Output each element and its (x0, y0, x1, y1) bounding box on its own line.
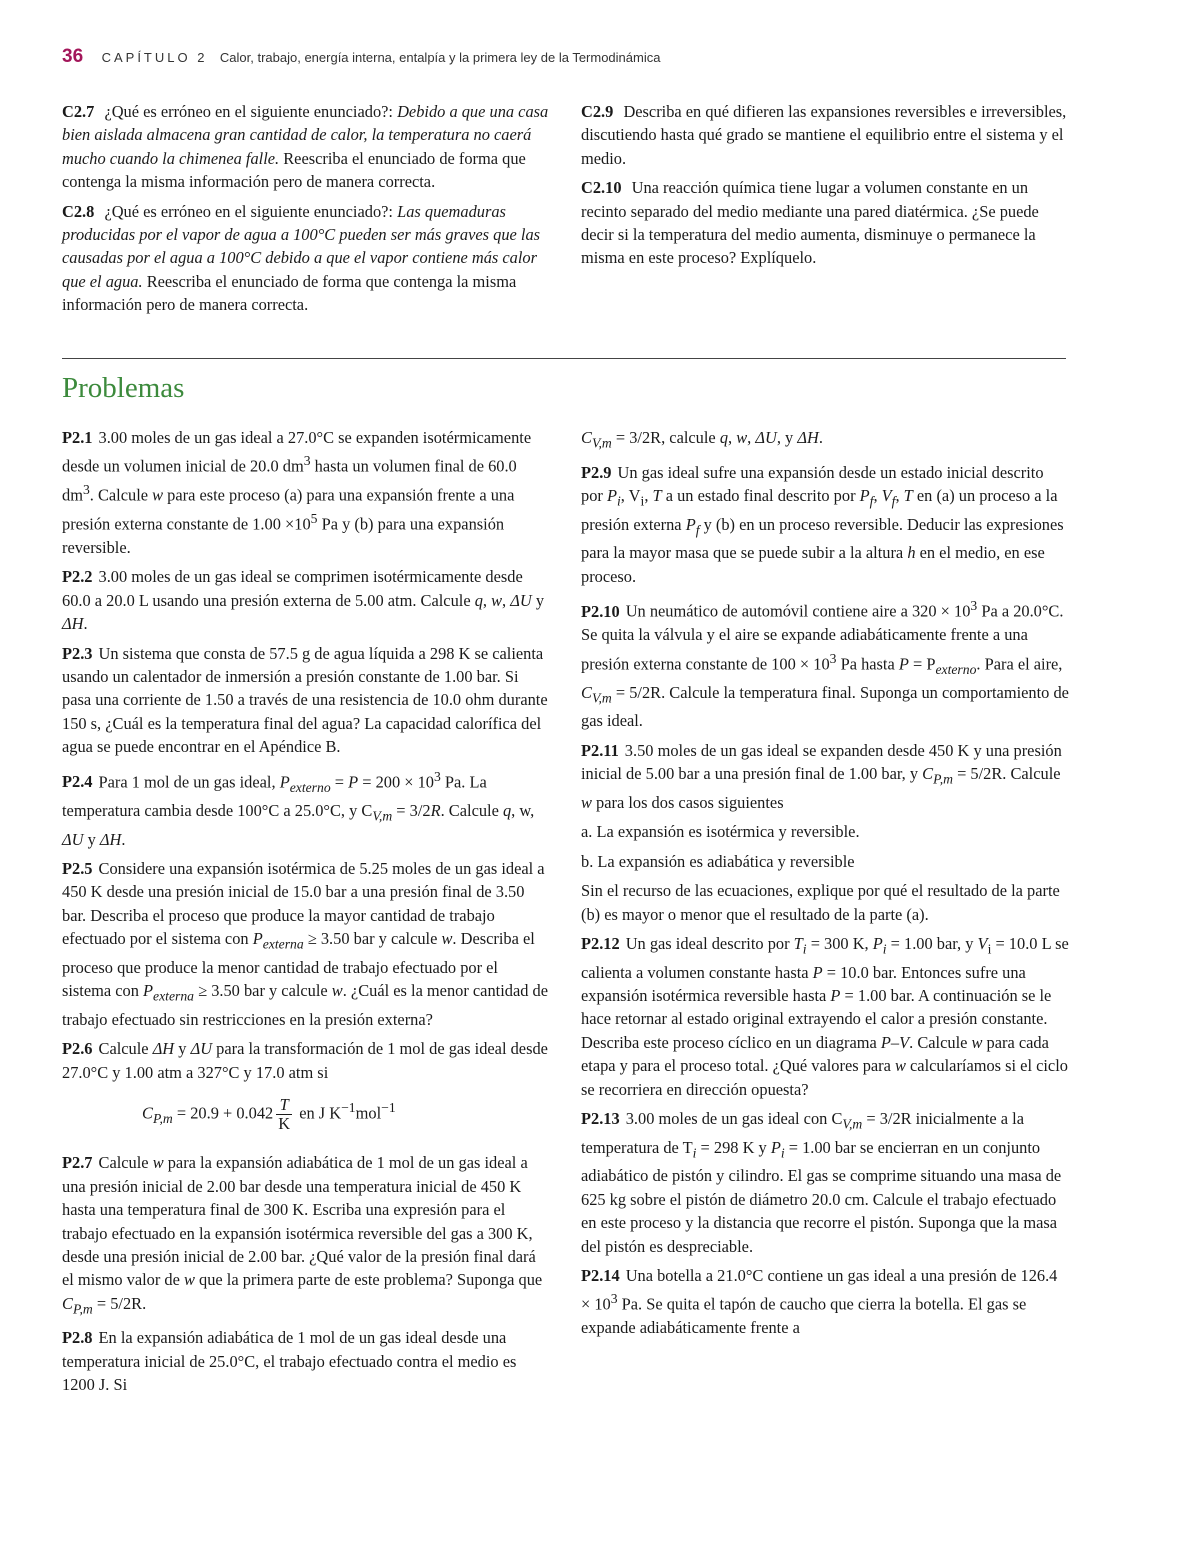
problem-p2-11-item-b: b. La expansión es adiabática y reversible (581, 851, 855, 871)
problem-p2-3: P2.3 Un sistema que consta de 57.5 g de agua líquida a 298 K se calienta usando un calentador de inmersión a presión constante de 1.00 bar. Si pasa una corriente de 1.50 a través de una resistencia de 10.0 ohm durante 150 s, ¿Cuál es la temperatura final del agua? La capacidad calorífica del agua se puede encontrar en el Apéndice B. (62, 643, 548, 757)
problems-left-column (62, 426, 550, 1403)
problem-p2-12: P2.12 Un gas ideal descrito por $T_i = 300$ K, $P_i = 1.00$ bar, y $V_i = 10.0$ L se calienta a volumen constante hasta P = 10.0 bar. Entonces sufre una expansión isotérmica reversible hasta P = 1.00 bar. A continuación se le hace retornar al estado original extrayendo el calor a presión constante. Describa este proceso cíclico en un diagrama P–V. Calcule w para cada etapa y para el proceso total. ¿Qué valores para w calcularíamos si el ciclo se recorriera en dirección opuesta? (581, 933, 1069, 1099)
problem-id: P2.6 (62, 1039, 93, 1059)
problem-id: P2.3 (62, 643, 93, 663)
problem-p2-4: P2.4 Para 1 mol de un gas ideal, $P_{externo} = P = 200 \times 10^3$ Pa. La temperatura cambia desde 100°C a 25.0°C, y $C_{V,m} = 3/2R$. Calcule q, w, ΔU y ΔH. (62, 768, 535, 849)
problem-id: P2.8 (62, 1328, 93, 1348)
problem-p2-1: P2.1 3.00 moles de un gas ideal a 27.0°C se expanden isotérmicamente desde un volumen inicial de 20.0 $dm^3$ hasta un volumen final de 60.0 $dm^3$. Calcule w para este proceso (a) para una expansión frente a una presión externa constante de $1.00 \times 10^5$ Pa y (b) para una expansión reversible. (62, 428, 532, 558)
section-divider (62, 358, 1066, 359)
question-c2-10: C2.10 Una reacción química tiene lugar a volumen constante en un recinto separado del medio mediante una pared diatérmica. ¿Se puede decir si la temperatura del medio aumenta, disminuye o permanece la misma en este proceso? Explíquelo. (581, 178, 1039, 268)
problem-p2-6: P2.6 Calcule ΔH y ΔU para la transformación de 1 mol de gas ideal desde 27.0°C y 1.00 atm a 327°C y 17.0 atm si (62, 1039, 548, 1082)
problem-p2-11-item-a: a. La expansión es isotérmica y reversible. (581, 822, 860, 842)
problem-id: P2.12 (581, 933, 620, 953)
question-id: C2.8 (62, 201, 95, 221)
problem-id: P2.5 (62, 858, 93, 878)
problem-id: P2.4 (62, 772, 93, 792)
questions-left-column (62, 100, 550, 323)
problem-id: P2.2 (62, 567, 93, 587)
problem-p2-8-continued: $C_{V,m} = 3/2R$, calcule q, w, ΔU, y ΔH. (581, 428, 823, 451)
problem-id: P2.10 (581, 601, 620, 621)
question-id: C2.10 (581, 178, 622, 198)
questions-right-column (581, 100, 1069, 276)
heat-capacity-formula: $C_{P,m} = 20.9 + 0.042$ $\frac{T}{K}$ en J $K^{-1}mol^{-1}$ (142, 1095, 396, 1134)
problem-p2-5: P2.5 Considere una expansión isotérmica de 5.25 moles de un gas ideal a 450 K desde una presión inicial de 15.0 bar a una presión final de 3.50 bar. Describa el proceso que produce la mayor cantidad de trabajo efectuado por el sistema con $P_{externa} \ge 3.50$ bar y calcule w. Describa el proceso que produce la menor cantidad de trabajo efectuado por el sistema con $P_{externa} \ge 3.50$ bar y calcule w. ¿Cuál es la menor cantidad de trabajo efectuado sin restricciones en la presión externa? (62, 858, 548, 1029)
chapter-label: CAPÍTULO 2 (101, 50, 208, 65)
question-quote: Debido a que una casa bien aislada almacena gran cantidad de calor, la temperatura no caerá mucho cuando la chimenea falle. (62, 102, 549, 168)
problem-p2-11-followup: Sin el recurso de las ecuaciones, explique por qué el resultado de la parte (b) es mayor o menor que el resultado de la parte (a). (581, 881, 1060, 924)
section-heading-problemas: Problemas (62, 372, 185, 404)
problem-p2-10: P2.10 Un neumático de automóvil contiene aire a $320 \times 10^3$ Pa a 20.0°C. Se quita la válvula y el aire se expande adiabáticamente frente a una presión externa constante de $100 \times 10^3$ Pa hasta $P = P_{externo}$. Para el aire, $C_{V,m} = 5/2R$. Calcule la temperatura final. Suponga un comportamiento de gas ideal. (581, 598, 1069, 731)
question-c2-8: C2.8 ¿Qué es erróneo en el siguiente enunciado?: Las quemaduras producidas por el vapor de agua a 100°C pueden ser más graves que las causadas por el agua a 100°C debido a que el vapor contiene más calor que el agua. Reescriba el enunciado de forma que contenga la misma información pero de manera correcta. (62, 201, 541, 315)
problem-p2-11: P2.11 3.50 moles de un gas ideal se expanden desde 450 K y una presión inicial de 5.00 bar a una presión final de 1.00 bar, y $C_{P,m} = 5/2R$. Calcule w para los dos casos siguientes (581, 740, 1062, 812)
problem-p2-7: P2.7 Calcule w para la expansión adiabática de 1 mol de un gas ideal a una presión inicial de 2.00 bar desde una temperatura inicial de 450 K hasta una temperatura final de 300 K. Escriba una expresión para el trabajo efectuado en la expansión isotérmica reversible del gas a 300 K, desde una presión inicial de 2.00 bar. ¿Qué valor de la presión final dará el mismo valor de w que la primera parte de este problema? Suponga que $C_{P,m} = 5/2R$. (62, 1153, 543, 1317)
problem-id: P2.7 (62, 1153, 93, 1173)
question-c2-7: C2.7 ¿Qué es erróneo en el siguiente enunciado?: Debido a que una casa bien aislada almacena gran cantidad de calor, la temperatura no caerá mucho cuando la chimenea falle. Reescriba el enunciado de forma que contenga la misma información pero de manera correcta. (62, 102, 549, 192)
fraction-t-over-k: $\frac{T}{K}$ (278, 1095, 291, 1134)
problem-p2-9: P2.9 Un gas ideal sufre una expansión desde un estado inicial descrito por $P_i$, $V_i$, T a un estado final descrito por $P_f$, $V_f$, T en (a) un proceso a la presión externa $P_f$ y (b) en un proceso reversible. Deducir las expresiones para la mayor masa que se puede subir a la altura h en el medio, en ese proceso. (581, 462, 1064, 586)
question-quote: Las quemaduras producidas por el vapor de agua a 100°C pueden ser más graves que las causadas por el agua a 100°C debido a que el vapor contiene más calor que el agua. (62, 201, 541, 291)
problem-id: P2.14 (581, 1266, 620, 1286)
problems-right-column (581, 426, 1069, 1346)
question-id: C2.7 (62, 102, 95, 121)
problem-id: P2.11 (581, 740, 619, 760)
problem-p2-2: P2.2 3.00 moles de un gas ideal se comprimen isotérmicamente desde 60.0 a 20.0 L usando una presión externa de 5.00 atm. Calcule q, w, ΔU y ΔH. (62, 567, 545, 634)
page-number: 36 (62, 46, 84, 67)
problem-p2-14: P2.14 Una botella a 21.0°C contiene un gas ideal a una presión de $126.4 \times 10^3$ Pa. Se quita el tapón de caucho que cierra la botella. El gas se expande adiabáticamente frente a (581, 1266, 1058, 1338)
problem-id: P2.1 (62, 428, 93, 447)
chapter-title: Calor, trabajo, energía interna, entalpía y la primera ley de la Termodinámica (219, 50, 661, 65)
question-c2-9: C2.9 Describa en qué difieren las expansiones reversibles e irreversibles, discutiendo hasta qué grado se mantiene el equilibrio entre el sistema y el medio. (581, 102, 1067, 168)
question-id: C2.9 (581, 102, 614, 121)
running-header (62, 46, 660, 68)
problem-p2-13: P2.13 3.00 moles de un gas ideal con $C_{V,m} = 3/2R$ inicialmente a la temperatura de $T_i = 298$ K y $P_i = 1.00$ bar se encierran en un conjunto adiabático de pistón y cilindro. El gas se comprime situando una masa de 625 kg sobre el pistón de diámetro 20.0 cm. Calcule el trabajo efectuado en este proceso y la distancia que recorre el pistón. Suponga que la masa del pistón es despreciable. (581, 1109, 1062, 1256)
problem-id: P2.9 (581, 462, 612, 482)
problem-id: P2.13 (581, 1109, 620, 1129)
problem-p2-8: P2.8 En la expansión adiabática de 1 mol de un gas ideal desde una temperatura inicial de 25.0°C, el trabajo efectuado contra el medio es 1200 J. Si (62, 1328, 517, 1395)
